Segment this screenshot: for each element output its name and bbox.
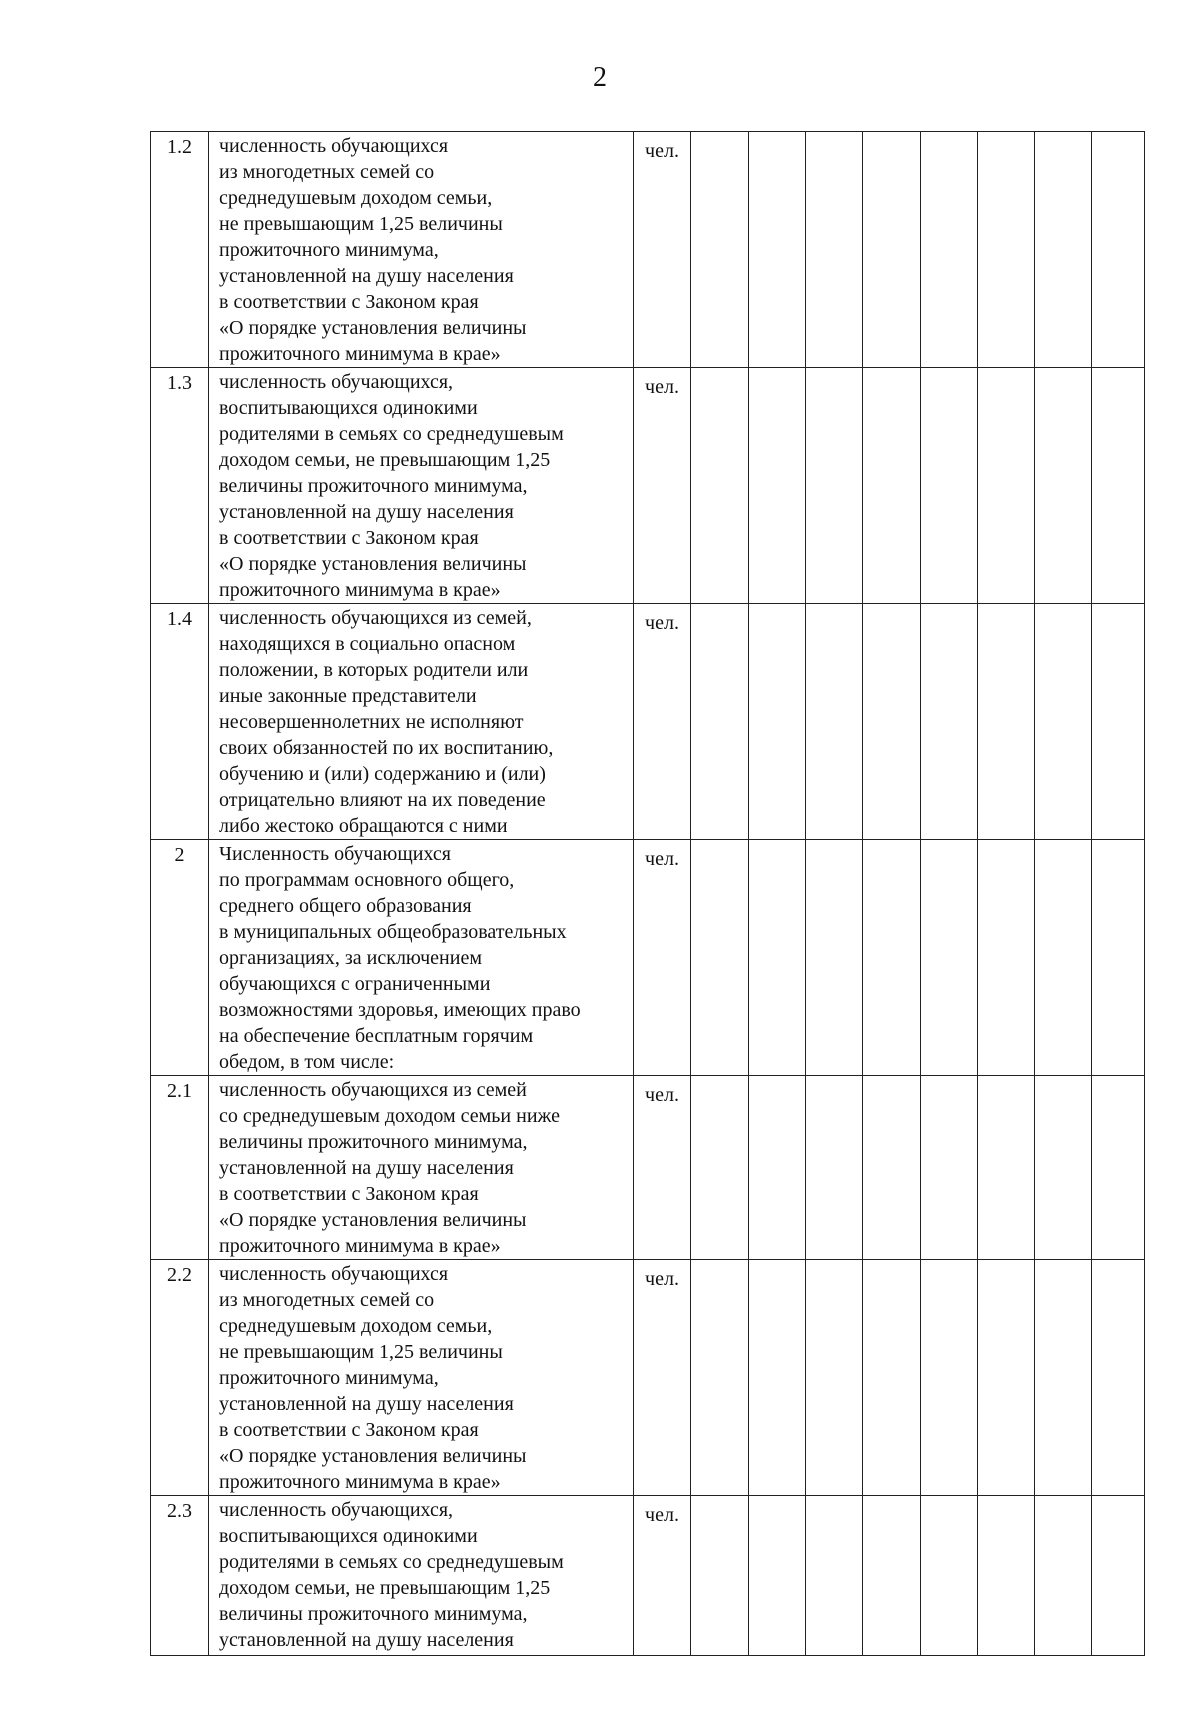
unit-cell: чел. [634,1496,691,1656]
description-line: среднедушевым доходом семьи, [219,1315,493,1337]
description-line: организациях, за исключением [219,947,482,969]
empty-value-cell [978,1496,1035,1656]
description-line: среднедушевым доходом семьи, [219,187,493,209]
unit-cell: чел. [634,132,691,368]
empty-value-cell [749,1496,806,1656]
table-row [151,604,1145,840]
description-line: не превышающим 1,25 величины [219,213,503,235]
row-description [209,1076,634,1260]
description-line: по программам основного общего, [219,869,515,891]
empty-value-cell [863,368,921,604]
empty-value-cell [978,840,1035,1076]
description-line: численность обучающихся, [219,1499,454,1521]
empty-value-cell [1035,1496,1092,1656]
row-description [209,368,634,604]
empty-value-cell [863,604,921,840]
empty-value-cell [863,1496,921,1656]
empty-value-cell [1092,1076,1145,1260]
row-description [209,840,634,1076]
empty-value-cell [1092,132,1145,368]
description-line: обучающихся с ограниченными [219,973,491,995]
empty-value-cell [921,1260,978,1496]
description-line: в соответствии с Законом края [219,291,479,313]
empty-value-cell [691,132,749,368]
description-line: Численность обучающихся [219,843,451,865]
description-line: прожиточного минимума в крае» [219,1471,501,1493]
empty-value-cell [978,604,1035,840]
empty-value-cell [921,1496,978,1656]
row-number: 1.4 [151,604,209,840]
empty-value-cell [921,132,978,368]
unit-cell: чел. [634,1076,691,1260]
unit-cell: чел. [634,604,691,840]
table-row [151,132,1145,368]
empty-value-cell [1092,1260,1145,1496]
description-line: численность обучающихся, [219,371,454,393]
row-number: 2.1 [151,1076,209,1260]
description-line: установленной на душу населения [219,1157,514,1179]
data-table [150,131,1145,1656]
description-line: среднего общего образования [219,895,472,917]
empty-value-cell [691,368,749,604]
description-line: численность обучающихся [219,135,449,157]
description-line: «О порядке установления величины [219,553,527,575]
table-row [151,1260,1145,1496]
empty-value-cell [1035,1260,1092,1496]
empty-value-cell [749,1076,806,1260]
description-line: не превышающим 1,25 величины [219,1341,503,1363]
empty-value-cell [1035,368,1092,604]
description-line: отрицательно влияют на их поведение [219,789,546,811]
description-line: установленной на душу населения [219,1629,514,1651]
empty-value-cell [863,1260,921,1496]
description-line: своих обязанностей по их воспитанию, [219,737,554,759]
page-number: 2 [593,62,607,93]
unit-cell: чел. [634,368,691,604]
empty-value-cell [806,604,863,840]
empty-value-cell [1092,368,1145,604]
table-row [151,368,1145,604]
empty-value-cell [1035,1076,1092,1260]
empty-value-cell [863,840,921,1076]
description-line: из многодетных семей со [219,1289,435,1311]
row-number: 2 [151,840,209,1076]
description-line: в соответствии с Законом края [219,1419,479,1441]
description-line: прожиточного минимума в крае» [219,343,501,365]
empty-value-cell [1035,604,1092,840]
empty-value-cell [691,1260,749,1496]
empty-value-cell [978,132,1035,368]
empty-value-cell [806,368,863,604]
empty-value-cell [863,1076,921,1260]
row-number: 2.3 [151,1496,209,1656]
description-line: в муниципальных общеобразовательных [219,921,567,943]
empty-value-cell [806,840,863,1076]
description-line: обедом, в том числе: [219,1051,395,1073]
description-line: численность обучающихся из семей [219,1079,527,1101]
description-line: из многодетных семей со [219,161,435,183]
description-line: в соответствии с Законом края [219,1183,479,1205]
description-line: возможностями здоровья, имеющих право [219,999,581,1021]
table-row [151,1496,1145,1656]
description-line: прожиточного минимума в крае» [219,579,501,601]
empty-value-cell [978,1076,1035,1260]
description-line: на обеспечение бесплатным горячим [219,1025,534,1047]
table-row [151,840,1145,1076]
description-line: установленной на душу населения [219,501,514,523]
description-line: прожиточного минимума в крае» [219,1235,501,1257]
description-line: иные законные представители [219,685,477,707]
description-line: численность обучающихся [219,1263,449,1285]
empty-value-cell [806,132,863,368]
description-line: обучению и (или) содержанию и (или) [219,763,546,785]
empty-value-cell [691,604,749,840]
description-line: прожиточного минимума, [219,1367,439,1389]
description-line: установленной на душу населения [219,1393,514,1415]
empty-value-cell [691,840,749,1076]
empty-value-cell [1035,840,1092,1076]
description-line: величины прожиточного минимума, [219,1131,528,1153]
description-line: установленной на душу населения [219,265,514,287]
row-number: 1.2 [151,132,209,368]
empty-value-cell [749,132,806,368]
description-line: воспитывающихся одинокими [219,1525,478,1547]
empty-value-cell [863,132,921,368]
empty-value-cell [921,1076,978,1260]
empty-value-cell [978,1260,1035,1496]
table-row [151,1076,1145,1260]
empty-value-cell [806,1076,863,1260]
row-number: 2.2 [151,1260,209,1496]
empty-value-cell [921,604,978,840]
empty-value-cell [806,1260,863,1496]
empty-value-cell [1092,604,1145,840]
empty-value-cell [1092,840,1145,1076]
description-line: «О порядке установления величины [219,1209,527,1231]
description-line: доходом семьи, не превышающим 1,25 [219,449,551,471]
description-line: доходом семьи, не превышающим 1,25 [219,1577,551,1599]
row-description [209,1496,634,1656]
description-line: величины прожиточного минимума, [219,475,528,497]
empty-value-cell [978,368,1035,604]
description-line: родителями в семьях со среднедушевым [219,1551,564,1573]
row-number: 1.3 [151,368,209,604]
description-line: либо жестоко обращаются с ними [219,815,508,837]
row-description [209,604,634,840]
empty-value-cell [921,368,978,604]
empty-value-cell [691,1076,749,1260]
empty-value-cell [749,368,806,604]
empty-value-cell [1035,132,1092,368]
unit-cell: чел. [634,840,691,1076]
empty-value-cell [921,840,978,1076]
row-description [209,132,634,368]
empty-value-cell [691,1496,749,1656]
empty-value-cell [749,604,806,840]
empty-value-cell [1092,1496,1145,1656]
description-line: численность обучающихся из семей, [219,607,532,629]
description-line: «О порядке установления величины [219,317,527,339]
description-line: родителями в семьях со среднедушевым [219,423,564,445]
row-description [209,1260,634,1496]
description-line: находящихся в социально опасном [219,633,516,655]
description-line: положении, в которых родители или [219,659,529,681]
empty-value-cell [806,1496,863,1656]
description-line: в соответствии с Законом края [219,527,479,549]
description-line: «О порядке установления величины [219,1445,527,1467]
empty-value-cell [749,840,806,1076]
description-line: несовершеннолетних не исполняют [219,711,524,733]
unit-cell: чел. [634,1260,691,1496]
description-line: со среднедушевым доходом семьи ниже [219,1105,560,1127]
empty-value-cell [749,1260,806,1496]
description-line: прожиточного минимума, [219,239,439,261]
description-line: воспитывающихся одинокими [219,397,478,419]
description-line: величины прожиточного минимума, [219,1603,528,1625]
